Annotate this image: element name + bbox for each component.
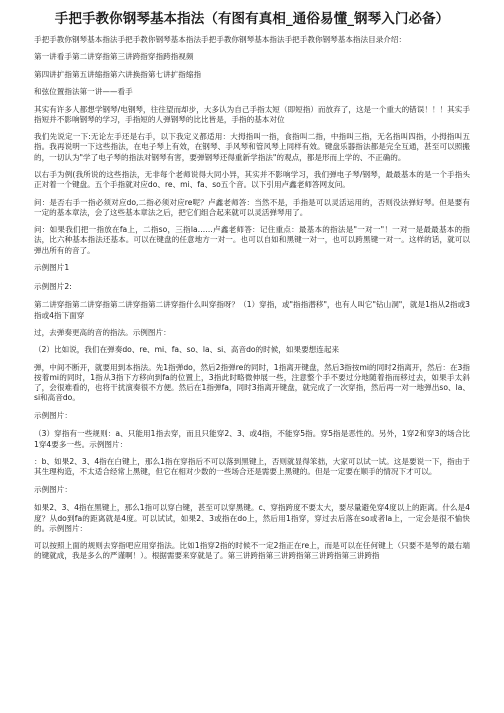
paragraph: 可以按照上面的规则去穿指吧应用穿指法。比如1指穿2指的时候不一定2指正在re上，而是可以在任何键上（只要不是琴的最右端的键就成，我是多么的严谨啊！）。根据需要来穿就是了。第三讲跨指第三讲跨指第三讲跨指第三讲跨指 [34, 541, 470, 561]
paragraph: 如果2、3、4指在黑键上，那么1指可以穿白键，甚至可以穿黑键。c、穿指跨度不要太大，要尽量避免穿4度以上的距离。什么是4度？从do到fa的距离就是4度。可以试试，如果2、3或指在do上，然后用1指穿，穿过去后落在so或者la上，一定会是很不愉快的。示例图片： [34, 503, 470, 533]
paragraph: 和弦位置指法第一讲——看手 [34, 87, 133, 97]
image-caption: 示例图片1 [34, 262, 70, 272]
paragraph: 问：是否右手一指必须对应do,二指必须对应re呢？卢鑫老师答：当然不是，手指是可以灵活运用的，否则没法弹好琴。但是要有一定的基本章法，会了这些基本章法之后，把它们组合起来就可以灵活弹琴用了。 [34, 197, 470, 217]
image-caption: 示例图片2: [34, 281, 72, 291]
paragraph: ：b、如果2、3、4指在白键上，那么1指在穿指后不可以落到黑键上，否则就显得笨拙，大家可以试一试。这是要说一下，指由于其生理构造，不太适合经常上黑键，但它在相对少数的一些场合还是需要上黑键的。但是一定要在顺手的情况下才可以。 [34, 457, 470, 477]
document-title: 手把手教你钢琴基本指法（有图有真相_通俗易懂_钢琴入门必备） [54, 11, 450, 27]
paragraph: 我们先说定一下:无论左手还是右手，以下我定义都适用：大拇指叫一指，食指叫二指，中指叫三指，无名指叫四指，小拇指叫五指。我再说明一下这些指法，在电子琴上有效，在钢琴、手风琴和管风琴上同样有效。键盘乐器指法都是完全互通，甚至可以照搬的，一切认为"学了电子琴的指法对钢琴有害，要弹钢琴还得重新学指法"的观点，都是形而上学的、不正确的。 [34, 132, 470, 162]
image-caption: 示例图片： [34, 484, 72, 494]
paragraph: 弹，中间不断开，就要用到本指法。先1指弹do，然后2指弹re的同时，1指离开键盘，然后3指按mi的同时2指离开，然后：在3指按着mi的同时，1指从3指下方移向到fa的位置上，3指此时略微伸展一些，注意整个手不要过分地随着指而移过去，如果手太斜了，会很难看的，也将干扰演奏很不方便。然后在1指弹fa，同时3指离开键盘，就完成了一次穿指，然后再一对一地弹出so、la、si和高音do。 [34, 362, 470, 403]
paragraph: 问：如果我们把一指放在fa上，二指so，三指la……卢鑫老师答：记住重点：最基本的指法是"一对一"！一对一是最最基本的指法，比六种基本指法还基本。可以在键盘的任意地方一对一。也可以自如和黑键一对一，也可以跨黑键一对一。这样的话，就可以弹出所有的音了。 [34, 225, 470, 255]
paragraph: 过，去弹奏更高的音的指法。示例图片： [34, 327, 171, 337]
paragraph: （3）穿指有一些规则：a、只能用1指去穿，而且只能穿2、3、或4指，不能穿5指。穿5指是恶性的。另外，1穿2和穿3的场合比1穿4要多一些。示例图片： [34, 429, 470, 449]
image-caption: 示例图片： [34, 410, 72, 420]
paragraph: （2）比如说，我们在弹奏do、re、mi、fa、so、la、si、高音do的时候，如果要想连起来 [34, 345, 340, 355]
paragraph: 第四讲扩指第五讲缩指第六讲换指第七讲扩指缩指 [34, 69, 202, 79]
paragraph: 第一讲看手第二讲穿指第三讲跨指穿指跨指视频 [34, 52, 194, 62]
paragraph: 其实有许多人都想学钢琴/电钢琴，往往望而却步，大多认为自己手指太短（即短指）而放弃了，这是一个重大的错误！！！其实手指短并不影响钢琴的学习，手指短的人弹钢琴的比比皆是，手指的基本对位 [34, 104, 470, 124]
paragraph: 手把手教你钢琴基本指法手把手教你钢琴基本指法手把手教你钢琴基本指法手把手教你钢琴基本指法目录介绍： [34, 35, 407, 44]
paragraph: 以右手为例(我所说的这些指法，无非每个老师说得大同小异，其实并不影响学习，我们弹电子琴/钢琴，最最基本的是一个手指头正对着一个键盘。五个手指就对应do、re、mi、fa、so五个音。以下引用卢鑫老师答网友问。 [34, 169, 470, 190]
paragraph: 第二讲穿指第二讲穿指第二讲穿指第二讲穿指什么叫穿指呀？（1）穿指，或"指指潜移"，也有人叫它"钻山洞"，就是1指从2指或3指或4指下面穿 [34, 300, 470, 320]
